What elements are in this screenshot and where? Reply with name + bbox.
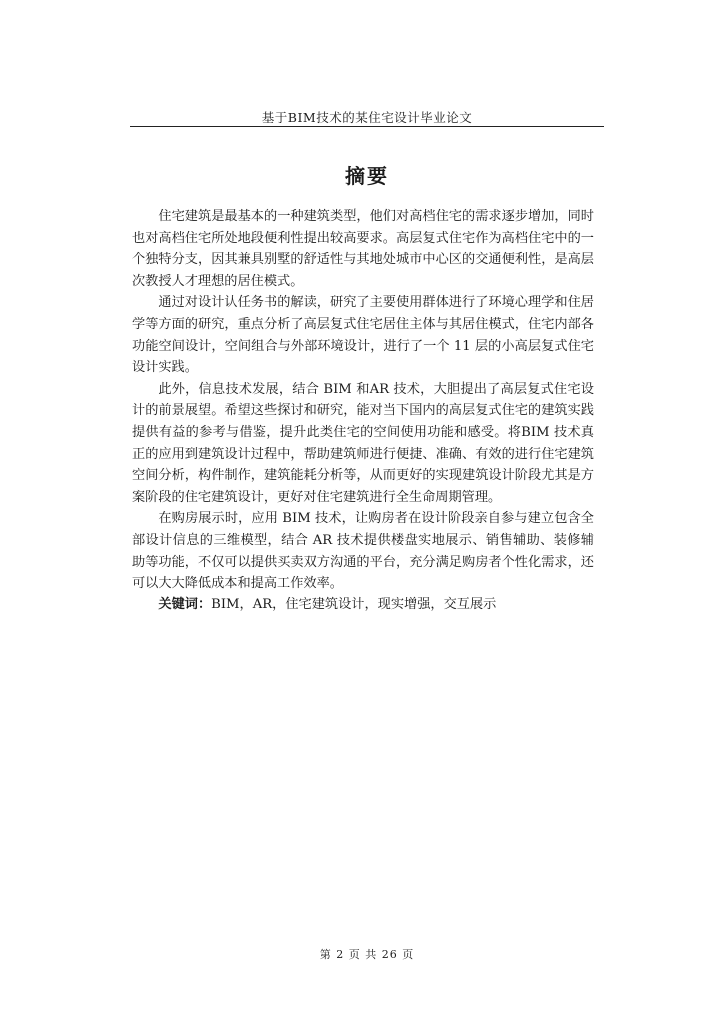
keywords-label: 关键词： <box>158 597 212 612</box>
running-header: 基于BIM技术的某住宅设计毕业论文 <box>261 110 473 125</box>
keywords-line <box>132 594 594 615</box>
page-footer: 第 2 页 共 26 页 <box>319 948 415 961</box>
abstract-paragraph: 在购房展示时，应用 BIM 技术，让购房者在设计阶段亲自参与建立包含全部设计信息的三维模型，结合 AR 技术提供楼盘实地展示、销售辅助、装修辅助等功能，不仅可以提供买卖双方沟通的平台，充分满足购房者个性化需求，还可以大大降低成本和提高工作效率。 <box>132 511 594 592</box>
abstract-body <box>132 206 594 595</box>
abstract-paragraph: 住宅建筑是最基本的一种建筑类型，他们对高档住宅的需求逐步增加，同时也对高档住宅所处地段便利性提出较高要求。高层复式住宅作为高档住宅中的一个独特分支，因其兼具别墅的舒适性与其地处城市中心区的交通便利性，是高层次教授人才理想的居住模式。 <box>132 209 594 289</box>
abstract-heading: 摘要 <box>345 164 389 188</box>
keywords-value: BIM，AR，住宅建筑设计，现实增强，交互展示 <box>211 597 497 612</box>
header-divider <box>130 126 604 127</box>
abstract-paragraph: 通过对设计认任务书的解读，研究了主要使用群体进行了环境心理学和住居学等方面的研究，重点分析了高层复式住宅居住主体与其居住模式，住宅内部各功能空间设计，空间组合与外部环境设计，进行了一个 11 层的小高层复式住宅设计实践。 <box>132 295 594 376</box>
abstract-paragraph: 此外，信息技术发展，结合 BIM 和AR 技术，大胆提出了高层复式住宅设计的前景展望。希望这些探讨和研究，能对当下国内的高层复式住宅的建筑实践提供有益的参考与借鉴，提升此类住宅的空间使用功能和感受。将BIM 技术真正的应用到建筑设计过程中，帮助建筑师进行便捷、准确、有效的进行住宅建筑空间分析，构件制作，建筑能耗分析等，从而更好的实现建筑设计阶段尤其是方案阶段的住宅建筑设计，更好对住宅建筑进行全生命周期管理。 <box>132 381 594 505</box>
